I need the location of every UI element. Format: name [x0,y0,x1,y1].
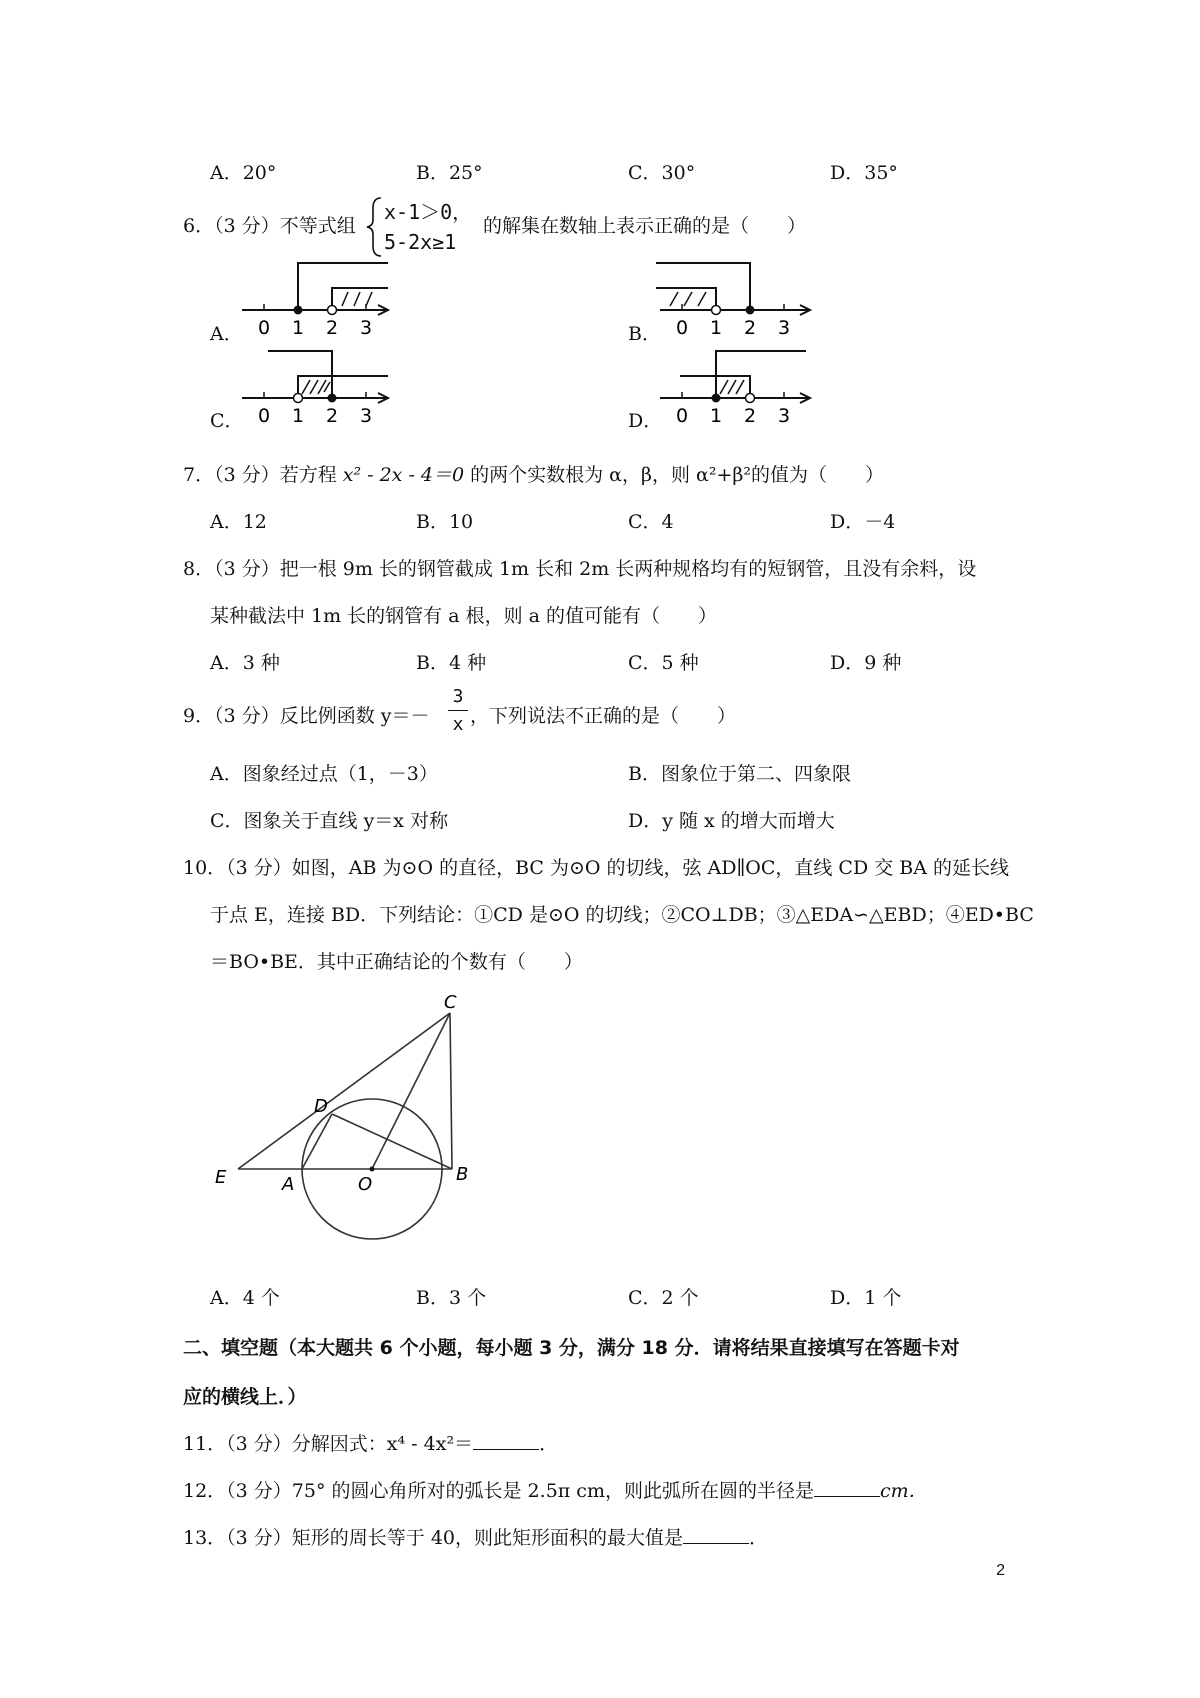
q9-option-d: D．y 随 x 的增大而增大 [628,810,835,832]
q8-line-1: 8．（3 分）把一根 9m 长的钢管截成 1m 长和 2m 长两种规格均有的短钢管，且没有余料，设 [183,558,977,580]
q9-prefix: 9．（3 分）反比例函数 y＝－ [183,705,430,727]
q7-option-b: B．10 [416,511,474,533]
q6-option-a-label: A． [210,323,243,345]
q8-option-b: B．4 种 [416,652,487,674]
line-db [332,1114,452,1169]
line-cb [450,1013,452,1169]
tick-1: 1 [709,317,723,338]
q8-option-c: C．5 种 [628,652,699,674]
q11-stem [183,1429,558,1456]
q10-line-3: ＝BO•BE．其中正确结论的个数有（ ） [210,951,583,973]
tick-1: 1 [709,405,723,426]
q13-prefix: 13．（3 分）矩形的周长等于 40，则此矩形面积的最大值是 [183,1527,684,1549]
q9-suffix: ，下列说法不正确的是（ ） [470,705,737,727]
q9-option-a: A．图象经过点（1，－3） [210,763,438,785]
point-o [370,1167,375,1172]
q9-option-b: B．图象位于第二、四象限 [628,763,851,785]
q8-option-d: D．9 种 [830,652,902,674]
q12-suffix: cm． [879,1480,928,1502]
line-ec [238,1013,450,1169]
q5-option-b: B．25° [416,162,483,184]
q6-number-line-c [238,346,398,426]
tick-2: 2 [743,405,757,426]
q10-option-a: A．4 个 [210,1287,280,1309]
q12-prefix: 12．（3 分）75° 的圆心角所对的弧长是 2.5π cm，则此弧所在圆的半径是 [183,1480,814,1502]
q10-geometry-figure [210,990,490,1250]
q7-option-a: A．12 [210,511,267,533]
tick-0: 0 [257,405,271,426]
label-o: O [358,1174,373,1195]
q6-number-line-d [656,346,821,426]
label-d: D [314,1096,328,1117]
q7-text-post: 的两个实数根为 α，β，则 α²+β²的值为（ ） [464,464,884,486]
q9-fraction-numerator: 3 [452,686,464,707]
q6-suffix: 的解集在数轴上表示正确的是（ ） [483,215,807,237]
q10-option-b: B．3 个 [416,1287,487,1309]
line-ad [302,1114,332,1169]
tick-2: 2 [325,405,339,426]
q7-stem [183,460,884,487]
q6-equation-2: 5-2x≥1 [384,230,457,254]
q11-answer-blank[interactable] [473,1431,539,1450]
q6-prefix: 6．（3 分）不等式组 [183,215,356,237]
q11-suffix: ． [539,1433,559,1455]
label-c: C [444,992,457,1013]
q6-option-c-label: C． [210,410,244,432]
q13-stem [183,1523,768,1550]
q11-prefix: 11．（3 分）分解因式：x⁴ - 4x²＝ [183,1433,474,1455]
q10-option-d: D．1 个 [830,1287,902,1309]
q9-fraction-denominator: x [452,714,464,735]
q7-text-pre: 7．（3 分）若方程 [183,464,343,486]
q10-option-c: C．2 个 [628,1287,699,1309]
q8-line-2: 某种截法中 1m 长的钢管有 a 根，则 a 的值可能有（ ） [210,605,717,627]
tick-1: 1 [291,405,305,426]
q6-option-b-label: B． [628,323,661,345]
q6-number-line-b [656,258,821,338]
q5-option-a: A．20° [210,162,277,184]
tick-3: 3 [359,317,373,338]
tick-2: 2 [743,317,757,338]
label-b: B [456,1164,469,1185]
tick-2: 2 [325,317,339,338]
q5-option-c: C．30° [628,162,696,184]
tick-3: 3 [777,405,791,426]
q12-stem [183,1476,928,1503]
q8-option-a: A．3 种 [210,652,280,674]
q10-line-1: 10．（3 分）如图，AB 为⊙O 的直径，BC 为⊙O 的切线，弦 AD∥OC，直线 CD 交 BA 的延长线 [183,857,1009,879]
q9-option-c: C．图象关于直线 y＝x 对称 [210,810,449,832]
q6-option-d-label: D． [628,410,663,432]
q13-answer-blank[interactable] [683,1525,749,1544]
q7-equation: x² - 2x - 4＝0 [342,464,465,486]
tick-0: 0 [257,317,271,338]
section-2-heading-line-2: 应的横线上．） [183,1386,307,1408]
q6-brace [365,196,385,258]
page-number: 2 [996,1562,1005,1579]
tick-0: 0 [675,405,689,426]
label-a: A [282,1174,295,1195]
q6-equation-1: x-1＞0， [384,200,473,224]
tick-3: 3 [359,405,373,426]
q6-number-line-a [238,258,398,338]
q12-answer-blank[interactable] [814,1478,880,1497]
q7-option-d: D．－4 [830,511,896,533]
tick-1: 1 [291,317,305,338]
q7-option-c: C．4 [628,511,674,533]
label-e: E [215,1167,227,1188]
q5-option-d: D．35° [830,162,898,184]
q10-line-2: 于点 E，连接 BD．下列结论：①CD 是⊙O 的切线；②CO⊥DB；③△EDA∽△EBD；④ED•BC [210,904,1034,926]
tick-0: 0 [675,317,689,338]
q13-suffix: ． [749,1527,769,1549]
section-2-heading-line-1: 二、填空题（本大题共 6 个小题，每小题 3 分，满分 18 分．请将结果直接填写在答题卡对 [183,1337,960,1359]
tick-3: 3 [777,317,791,338]
q9-fraction-bar [448,710,468,711]
